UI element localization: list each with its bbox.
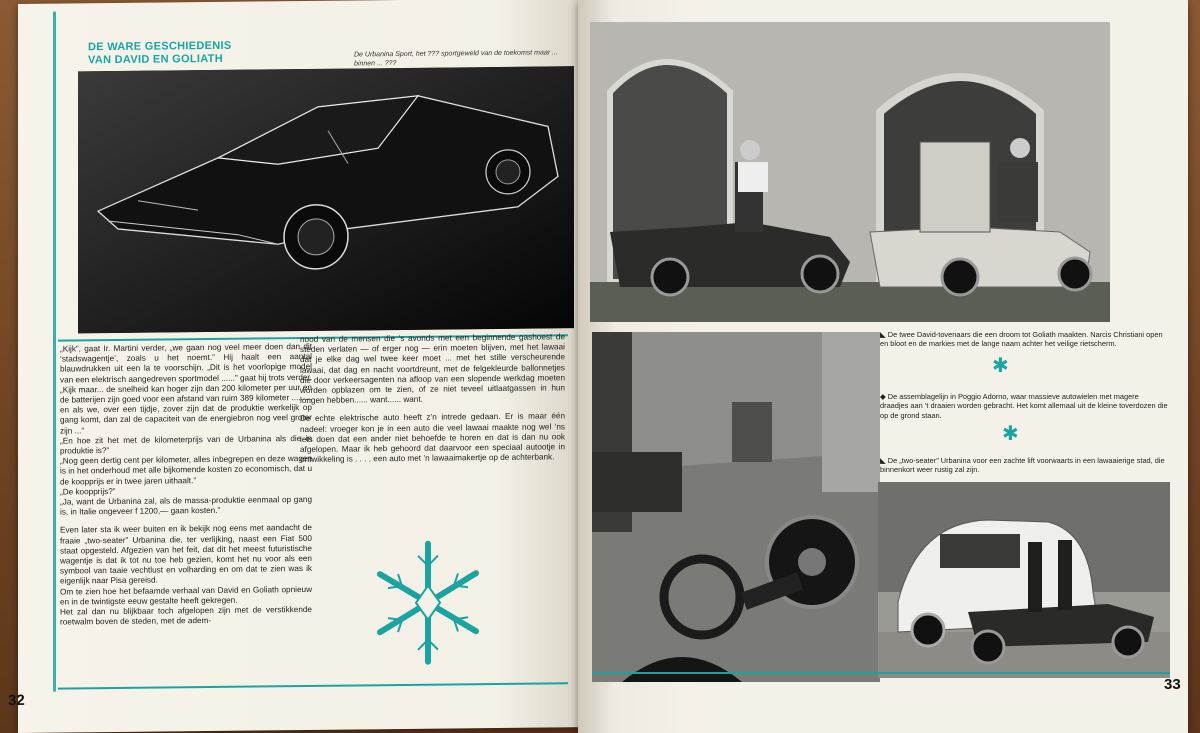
paragraph: Even later sta ik weer buiten en ik bekijk nog eens met aandacht de fraaie „two-seater” Urbanina die, ter verlijking, naast een Fiat 500 staat opgesteld. Afgezien van het feit, dat dit het meest futuristische wagentje is dat ik tot nu toe heb gezien, komt het nu voor als een symbool van taaie vechtlust en volharding en om dat te zien was ik eigenlijk naar Pisa gereisd. xyxy=(60,523,312,587)
paragraph: „Ja, want de Urbanina zal, als de massa-produktie eenmaal op gang is, in Italie ongeveer f 1200,— gaan kosten.” xyxy=(60,494,312,517)
assembly-line-photo xyxy=(592,332,880,682)
divider-rule-bottom xyxy=(58,682,568,689)
paragraph: „Nog geen dertig cent per kilometer, alles inbegrepen en deze wagen is in het onderhoud met alle bijkomende kosten zo economisch, dat u de koopprijs er in twee jaren uithaalt.” xyxy=(60,454,312,487)
asterisk-star-ornament: ✱ xyxy=(1002,423,1019,445)
paragraph: „De koopprijs?” xyxy=(60,486,116,497)
photo-caption: De Urbanina Sport, het ??? sportgeweld van de toekomst maar ... binnen ... ??? xyxy=(354,49,558,68)
paragraph: nood van de mensen die ’s avonds met een beginnende gashoest de steden verlaten — of erger nog — erin moeten blijven, met het lawaai dat je elke dag wel twee keer moet ... met het stille verscheurende lawaai, dat dag en nacht voortdreunt, met de felgekleurde ballonnetjes die door verkeersagenten na afloop van een slopende werkdag moeten worden opblazen om te zien, of ze niet teveel uitlaatgassen in hun longen hebben...... want...... want. xyxy=(300,332,565,406)
paragraph: „Kijk”, gaat Ir. Martini verder, „we gaan nog veel meer doen dan dit ‘stadswagentje’, zoals u het noemt.” Hij haalt een aantal blauwdrukken uit een la te voorschijn. „Dit is het voorlopige model van een elektrisch aangedreven sportmodel ......” gaat hij trots verder. „Kijk maar... de snelheid kan hoger zijn dan 200 kilometer per uur en de batterijen zijn goed voor een afstand van ruim 389 kilometer ......... en als we, over een tijdje, zover zijn dat de produktie werkelijk op gang komt, dan zal de capaciteit van de energiebron nog veel groter zijn ...” xyxy=(60,341,312,436)
paragraph: Om te zien hoe het befaamde verhaal van David en Goliath opnieuw en in de twintigste eeuw gestalte heeft gekregen. xyxy=(60,584,312,607)
triangle-bullet-icon: ◣ xyxy=(880,330,888,339)
large-snowflake-ornament xyxy=(374,537,482,668)
body-column-2 xyxy=(300,332,565,465)
left-margin-rule xyxy=(53,12,56,692)
page-number-left: 32 xyxy=(8,691,25,710)
left-page xyxy=(8,0,584,733)
caption-block-1 xyxy=(880,330,1168,349)
caption-text: De twee David-tovenaars die een droom tot Goliath maakten. Narcis Christiani open en bloot en de markies met de lange naam achter het veilige rietscherm. xyxy=(880,330,1163,349)
divider-rule-bottom xyxy=(592,672,1170,674)
electric-cars-at-villa-photo xyxy=(590,22,1110,322)
paragraph: „En hoe zit het met de kilometerprijs van de Urbanina als die in produktie is?” xyxy=(60,433,312,456)
asterisk-star-ornament: ✱ xyxy=(992,355,1009,377)
urbanina-and-fiat-photo xyxy=(878,482,1170,678)
triangle-bullet-icon: ◆ xyxy=(880,392,888,401)
caption-text: De „two-seater” Urbanina voor een zachte lift voorwaarts in een lawaaierige stad, die binnenkort weer rustig zal zijn. xyxy=(880,456,1165,475)
caption-text: De assemblagelijn in Poggio Adorno, waar massieve autowielen met magere draadjes aan ’t draaien worden gebracht. Het komt allemaal uit de kleine toverdozen die op de grond staan. xyxy=(880,392,1168,420)
page-number-right: 33 xyxy=(1164,676,1181,693)
triangle-bullet-icon: ◣ xyxy=(880,456,888,465)
caption-block-2 xyxy=(880,392,1168,420)
right-page xyxy=(578,0,1188,733)
title-line-1: DE WARE GESCHIEDENIS xyxy=(88,39,232,54)
concept-car-photo xyxy=(78,66,574,333)
paragraph: De echte elektrische auto heeft z’n intrede gedaan. Er is maar één nadeel: vroeger kon je in een auto die veel lawaai maakte nog wel ’ns iets doen dat een ander niet behoefde te horen en dat is dan nu ook afgelopen. Maar ik heb gehoord dat daarvoor een speciaal autootje in ontwikkeling is . . . . een auto met ’n lawaaimakertje op de achterbank. xyxy=(300,411,565,465)
paragraph: Het zal dan nu blijkbaar toch afgelopen zijn met de verstikkende roetwalm boven de steden, met de adem- xyxy=(60,604,312,627)
body-column-1 xyxy=(60,342,312,628)
article-title xyxy=(88,39,268,71)
caption-block-3 xyxy=(880,456,1168,475)
title-line-2: VAN DAVID EN GOLIATH xyxy=(88,52,223,67)
